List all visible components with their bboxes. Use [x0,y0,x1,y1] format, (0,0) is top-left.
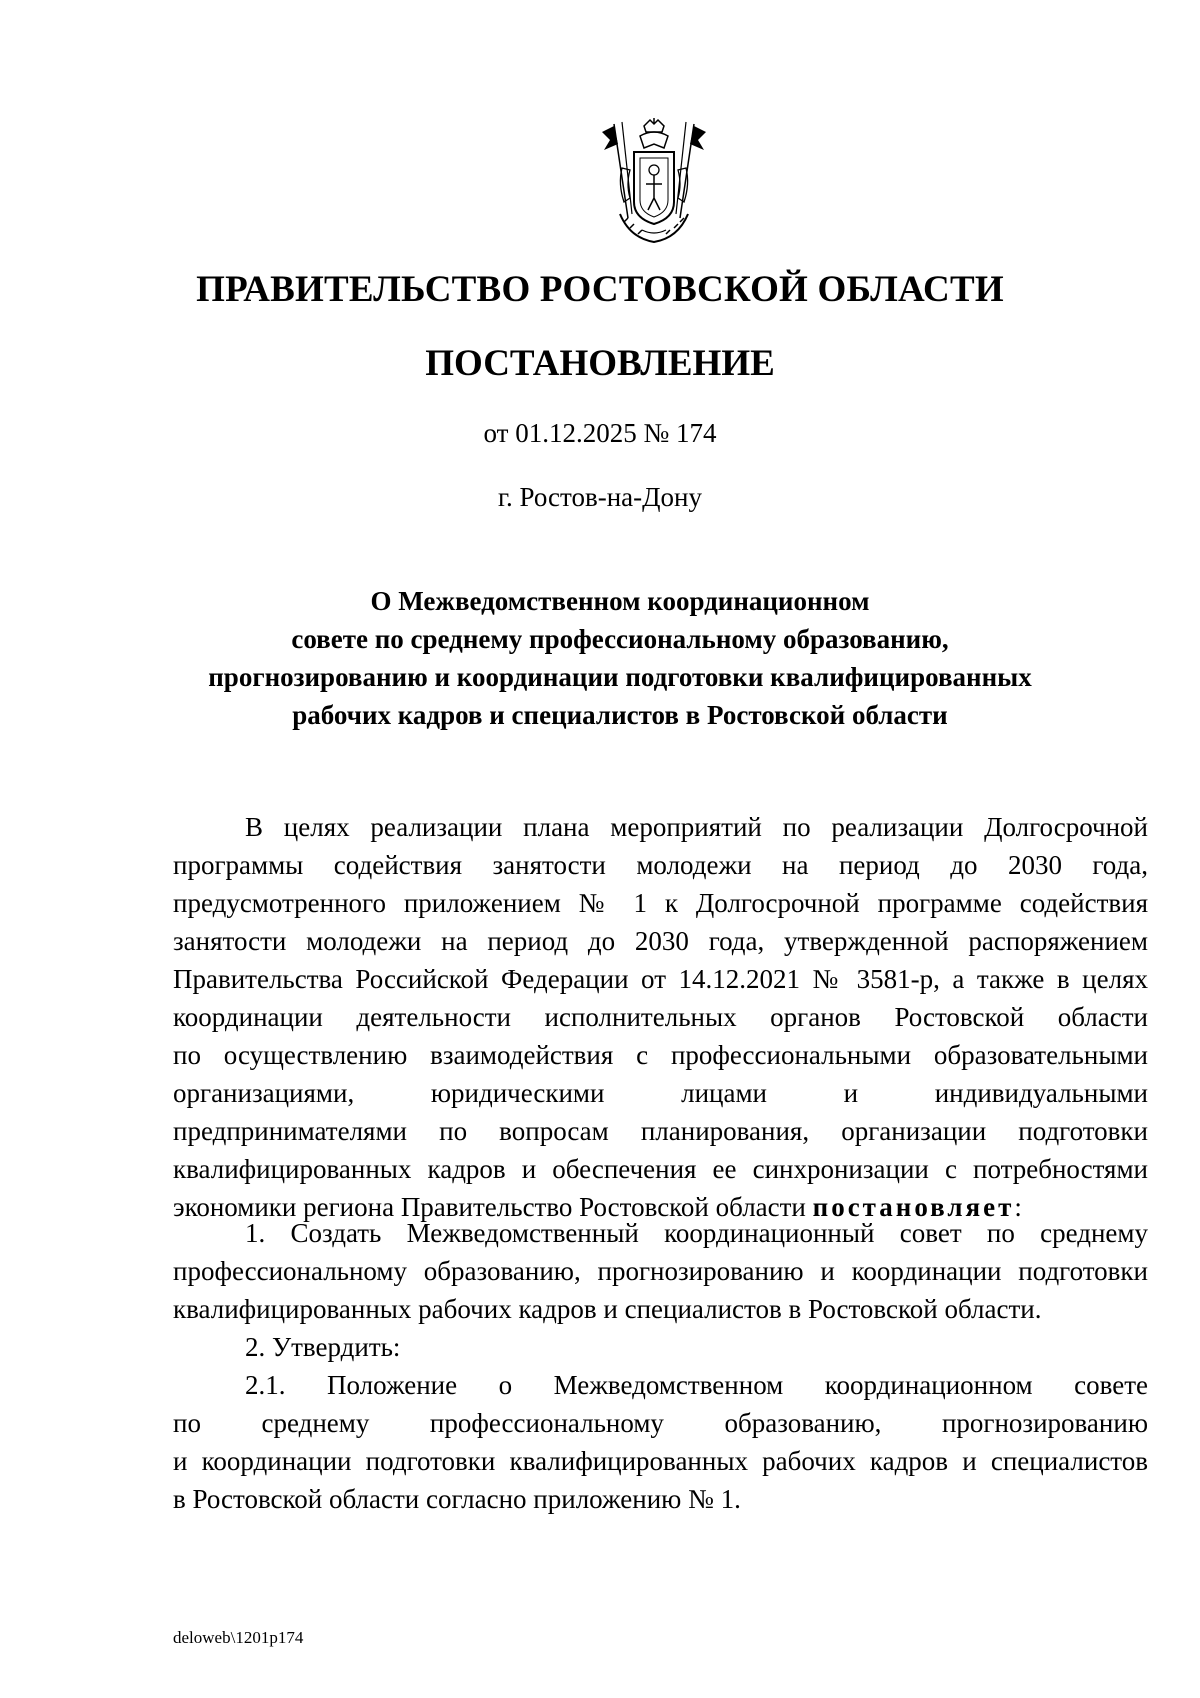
paragraph-line: Правительства Российской Федерации от 14.12.2021 № 3581-р, а также в целях [173,964,1148,994]
paragraph-line: и координации подготовки квалифицированных рабочих кадров и специалистов [173,1446,1148,1476]
paragraph-line: 2.1. Положение о Межведомственном координационном совете [245,1370,1148,1400]
paragraph-line: профессиональному образованию, прогнозированию и координации подготовки [173,1256,1148,1286]
paragraph-line: предпринимателями по вопросам планирования, организации подготовки [173,1116,1148,1146]
document-date-number: от 01.12.2025 № 174 [483,418,717,448]
item-1-paragraph [173,1214,1148,1328]
heading-line: О Межведомственном координационном [370,586,870,616]
heading-line: прогнозированию и координации подготовки квалифицированных [208,662,1032,692]
paragraph-line: 2. Утвердить: [245,1332,401,1362]
preamble-paragraph [173,808,1148,1226]
paragraph-line: программы содействия занятости молодежи на период до 2030 года, [173,850,1148,880]
document-heading [160,582,1080,734]
paragraph-line: предусмотренного приложением № 1 к Долгосрочной программе содействия [173,888,1148,918]
paragraph-line: занятости молодежи на период до 2030 года, утвержденной распоряжением [173,926,1148,956]
paragraph-line: в Ростовской области согласно приложению № 1. [173,1484,741,1514]
paragraph-line: квалифицированных кадров и обеспечения ее синхронизации с потребностями [173,1154,1148,1184]
paragraph-line: по осуществлению взаимодействия с профессиональными образовательными [173,1040,1148,1070]
paragraph-line: координации деятельности исполнительных органов Ростовской области [173,1002,1148,1032]
item-2-paragraph [173,1328,1148,1366]
document-city: г. Ростов-на-Дону [497,482,702,512]
heading-line: совете по среднему профессиональному образованию, [291,624,949,654]
organization-title: ПРАВИТЕЛЬСТВО РОСТОВСКОЙ ОБЛАСТИ [196,269,1004,310]
colon: : [1014,1192,1022,1222]
paragraph-line: организациями, юридическими лицами и индивидуальными [173,1078,1148,1108]
paragraph-line: по среднему профессиональному образованию, прогнозированию [173,1408,1148,1438]
file-reference: deloweb\1201p174 [173,1628,304,1647]
paragraph-text: экономики региона Правительство Ростовской области [173,1192,806,1222]
paragraph-line: квалифицированных рабочих кадров и специалистов в Ростовской области. [173,1294,1042,1324]
item-2-1-paragraph [173,1366,1148,1518]
rostov-oblast-coat-of-arms-icon [600,118,708,246]
heading-line: рабочих кадров и специалистов в Ростовской области [292,700,948,730]
paragraph-line: В целях реализации плана мероприятий по реализации Долгосрочной [245,812,1148,842]
paragraph-line: 1. Создать Межведомственный координационный совет по среднему [245,1218,1148,1248]
document-type: ПОСТАНОВЛЕНИЕ [425,343,775,384]
decree-word: постановляет [812,1192,1015,1222]
